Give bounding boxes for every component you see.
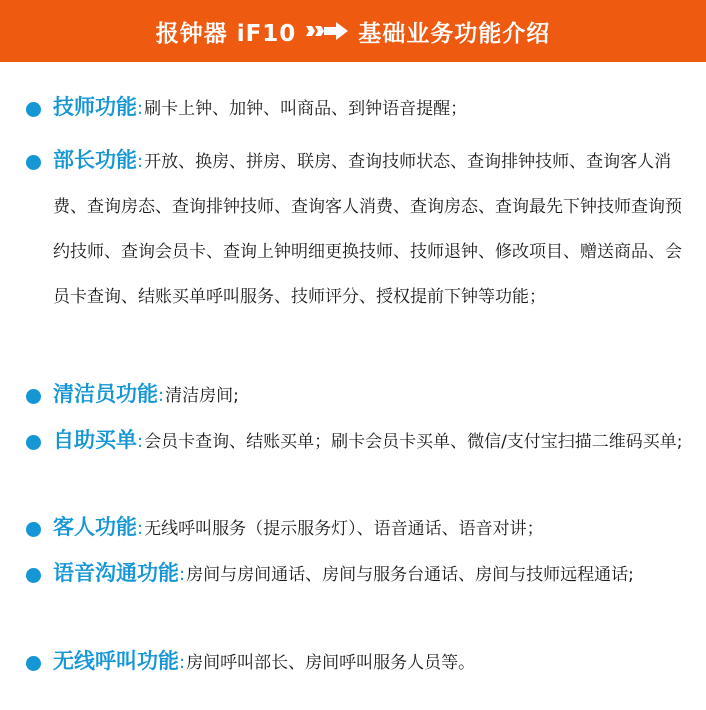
feature-item-wireless-call bbox=[26, 643, 686, 682]
feature-description: 无线呼叫服务（提示服务灯）、语音通话、语音对讲； bbox=[144, 519, 544, 539]
feature-title: 无线呼叫功能 bbox=[53, 649, 179, 673]
bullet-icon bbox=[26, 155, 41, 170]
feature-separator: : bbox=[158, 385, 165, 406]
header-banner bbox=[0, 0, 706, 62]
feature-item-cleaner bbox=[26, 376, 686, 415]
feature-description: 房间呼叫部长、房间呼叫服务人员等。 bbox=[186, 653, 476, 673]
feature-title: 自助买单 bbox=[53, 428, 137, 452]
feature-text bbox=[53, 643, 686, 682]
feature-description: 会员卡查询、结账买单；刷卡会员卡买单、微信/支付宝扫描二维码买单; bbox=[144, 432, 683, 452]
feature-title: 清洁员功能 bbox=[53, 382, 158, 406]
feature-separator: : bbox=[137, 431, 144, 452]
header-product-title: 报钟器 iF10 bbox=[155, 20, 297, 47]
feature-item-self-checkout bbox=[26, 422, 686, 463]
feature-item-voice bbox=[26, 555, 686, 596]
feature-title: 技师功能 bbox=[53, 95, 137, 119]
bullet-icon bbox=[26, 389, 41, 404]
arrow-right-icon bbox=[306, 20, 348, 42]
bullet-icon bbox=[26, 102, 41, 117]
feature-text bbox=[53, 89, 686, 128]
feature-separator: : bbox=[179, 564, 186, 585]
feature-separator: : bbox=[137, 98, 144, 119]
feature-separator: : bbox=[137, 151, 144, 172]
bullet-icon bbox=[26, 435, 41, 450]
bullet-icon bbox=[26, 656, 41, 671]
feature-text bbox=[53, 509, 686, 548]
feature-item-technician bbox=[26, 89, 686, 128]
feature-title: 语音沟通功能 bbox=[53, 561, 179, 585]
feature-separator: : bbox=[179, 652, 186, 673]
bullet-icon bbox=[26, 522, 41, 537]
feature-text bbox=[53, 553, 686, 596]
feature-description: 刷卡上钟、加钟、叫商品、到钟语音提醒； bbox=[144, 99, 468, 119]
header-subtitle: 基础业务功能介绍 bbox=[358, 20, 551, 47]
feature-text bbox=[53, 376, 686, 415]
feature-description: 房间与房间通话、房间与服务台通话、房间与技师远程通话; bbox=[186, 565, 634, 585]
feature-item-guest bbox=[26, 509, 686, 548]
feature-text bbox=[53, 138, 686, 320]
feature-title: 部长功能 bbox=[53, 148, 137, 172]
feature-item-manager bbox=[26, 142, 686, 320]
bullet-icon bbox=[26, 568, 41, 583]
feature-title: 客人功能 bbox=[53, 515, 137, 539]
feature-description: 开放、换房、拼房、联房、查询技师状态、查询排钟技师、查询客人消费、查询房态、查询排钟技师、查询客人消费、查询房态、查询最先下钟技师查询预约技师、查询会员卡、查询上钟明细更换技师、技师退钟、修改项目、赠送商品、会员卡查询、结账买单呼叫服务、技师评分、授权提前下钟等功能； bbox=[53, 152, 682, 307]
feature-separator: : bbox=[137, 518, 144, 539]
feature-description: 清洁房间; bbox=[165, 386, 239, 406]
feature-text bbox=[53, 420, 686, 463]
feature-list bbox=[0, 62, 706, 710]
